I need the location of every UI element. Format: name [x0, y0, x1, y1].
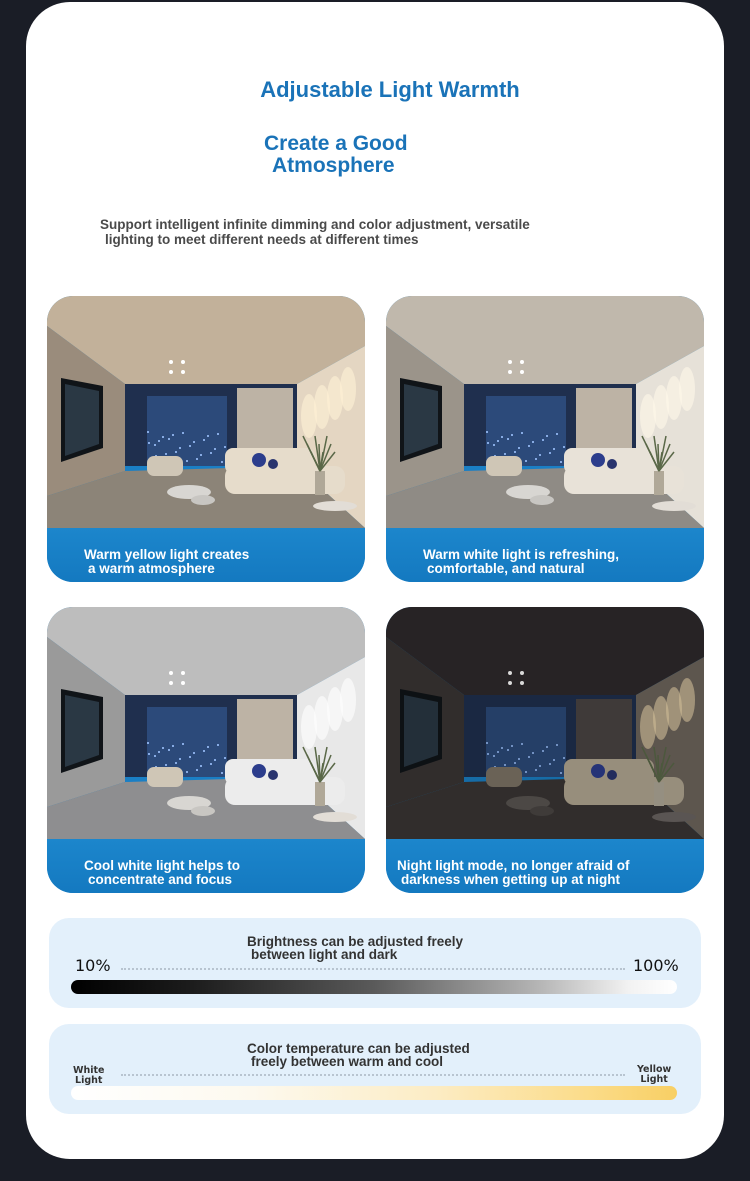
brightness-min-label: 10%	[75, 956, 111, 975]
description-line-2: lighting to meet different needs at different times	[105, 232, 419, 247]
brightness-title	[247, 935, 463, 961]
description-line-1: Support intelligent infinite dimming and color adjustment, versatile	[100, 217, 530, 232]
color-temperature-dotted-guide	[121, 1074, 625, 1076]
mode-caption	[386, 839, 704, 893]
caption-line-1: Warm yellow light creates	[84, 547, 250, 562]
white-light-label-line-1: White	[73, 1065, 105, 1076]
mode-tile-warm-yellow	[47, 296, 365, 582]
mode-tile-cool-white	[47, 607, 365, 893]
page-subtitle	[264, 133, 504, 177]
description	[100, 217, 700, 247]
brightness-slider-bar[interactable]	[71, 980, 677, 994]
subtitle-line-2: Atmosphere	[272, 154, 395, 177]
color-temperature-slider-bar[interactable]	[71, 1086, 677, 1100]
brightness-dotted-guide	[121, 968, 625, 970]
color-temperature-title-line-2: freely between warm and cool	[251, 1054, 444, 1069]
room-photo-night	[386, 607, 704, 839]
white-light-label-line-2: Light	[75, 1075, 103, 1086]
yellow-light-label-line-2: Light	[640, 1074, 668, 1085]
brightness-title-line-1: Brightness can be adjusted freely	[247, 934, 464, 949]
mode-caption	[47, 528, 365, 582]
yellow-light-label-line-1: Yellow	[637, 1064, 672, 1075]
mode-tile-night	[386, 607, 704, 893]
color-temperature-panel	[49, 1024, 701, 1114]
brightness-title-line-2: between light and dark	[251, 947, 398, 962]
caption-line-2: concentrate and focus	[88, 872, 233, 887]
room-photo-warm	[47, 296, 365, 528]
color-temperature-title	[247, 1042, 470, 1068]
caption-line-2: a warm atmosphere	[88, 561, 215, 576]
mode-caption	[47, 839, 365, 893]
brightness-max-label: 100%	[633, 956, 679, 975]
color-temperature-title-line-1: Color temperature can be adjusted	[247, 1041, 470, 1056]
mode-tile-warm-white	[386, 296, 704, 582]
yellow-light-label	[637, 1065, 671, 1085]
caption-line-1: Night light mode, no longer afraid of	[397, 858, 630, 873]
white-light-label	[73, 1066, 104, 1086]
caption-line-2: darkness when getting up at night	[401, 872, 621, 887]
room-photo-neutral	[386, 296, 704, 528]
page-title: Adjustable Light Warmth	[260, 77, 520, 102]
product-card	[26, 2, 724, 1159]
brightness-panel	[49, 918, 701, 1008]
caption-line-1: Cool white light helps to	[84, 858, 240, 873]
mode-caption	[386, 528, 704, 582]
caption-line-2: comfortable, and natural	[427, 561, 585, 576]
caption-line-1: Warm white light is refreshing,	[423, 547, 620, 562]
room-photo-cool	[47, 607, 365, 839]
subtitle-line-1: Create a Good	[264, 132, 408, 155]
